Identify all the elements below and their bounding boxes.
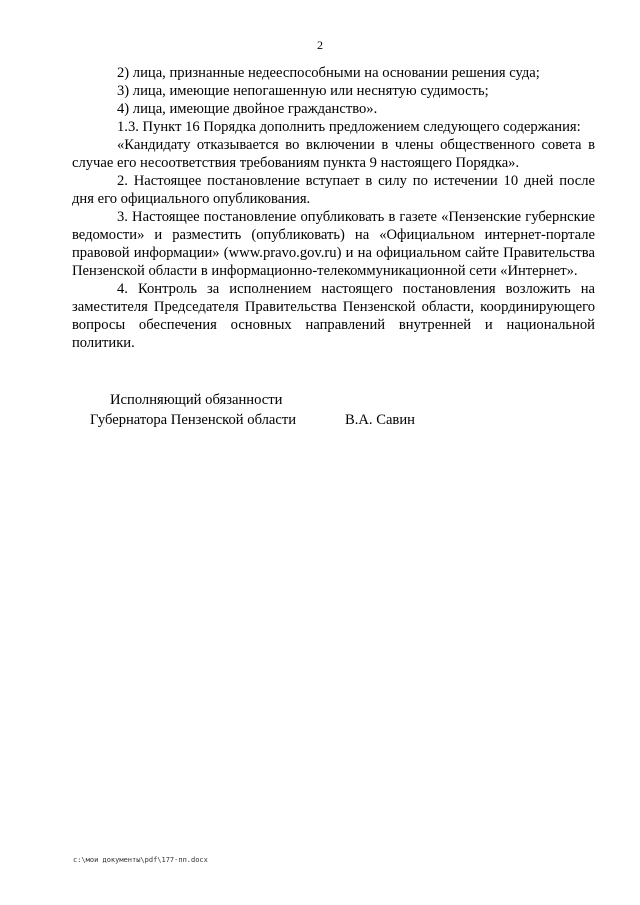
list-item-dual-citizenship: 4) лица, имеющие двойное гражданство».	[117, 101, 378, 117]
footer-file-path: c:\мои документы\pdf\177-пп.docx	[73, 856, 208, 864]
list-item-incapacitated: 2) лица, признанные недееспособными на основании решения суда;	[117, 65, 540, 81]
clause-2: 2. Настоящее постановление вступает в силу по истечении 10 дней после дня его официального опубликования.	[72, 173, 595, 207]
clause-3: 3. Настоящее постановление опубликовать в газете «Пензенские губернские ведомости» и разместить (опубликовать) на «Официальном интернет-портале правовой информации» (www.pravo.gov.ru) и на официальном сайте Правительства Пензенской области в информационно-телекоммуникационной сети «Интернет».	[72, 209, 595, 279]
list-item-criminal-record: 3) лица, имеющие непогашенную или неснятую судимость;	[117, 83, 489, 99]
document-body	[72, 64, 595, 352]
page-number: 2	[317, 38, 323, 52]
clause-4: 4. Контроль за исполнением настоящего постановления возложить на заместителя Председателя Правительства Пензенской области, координирующего вопросы обеспечения основных направлений внутренней и национальной политики.	[72, 281, 595, 351]
signatory-position-line1: Исполняющий обязанности	[110, 392, 283, 408]
clause-1-3: 1.3. Пункт 16 Порядка дополнить предложением следующего содержания:	[117, 119, 581, 135]
clause-1-3-quote: «Кандидату отказывается во включении в члены общественного совета в случае его несоответствия требованиям пункта 9 настоящего Порядка».	[72, 137, 595, 171]
signatory-name: В.А. Савин	[345, 412, 415, 428]
signatory-position-line2: Губернатора Пензенской области	[90, 412, 297, 428]
